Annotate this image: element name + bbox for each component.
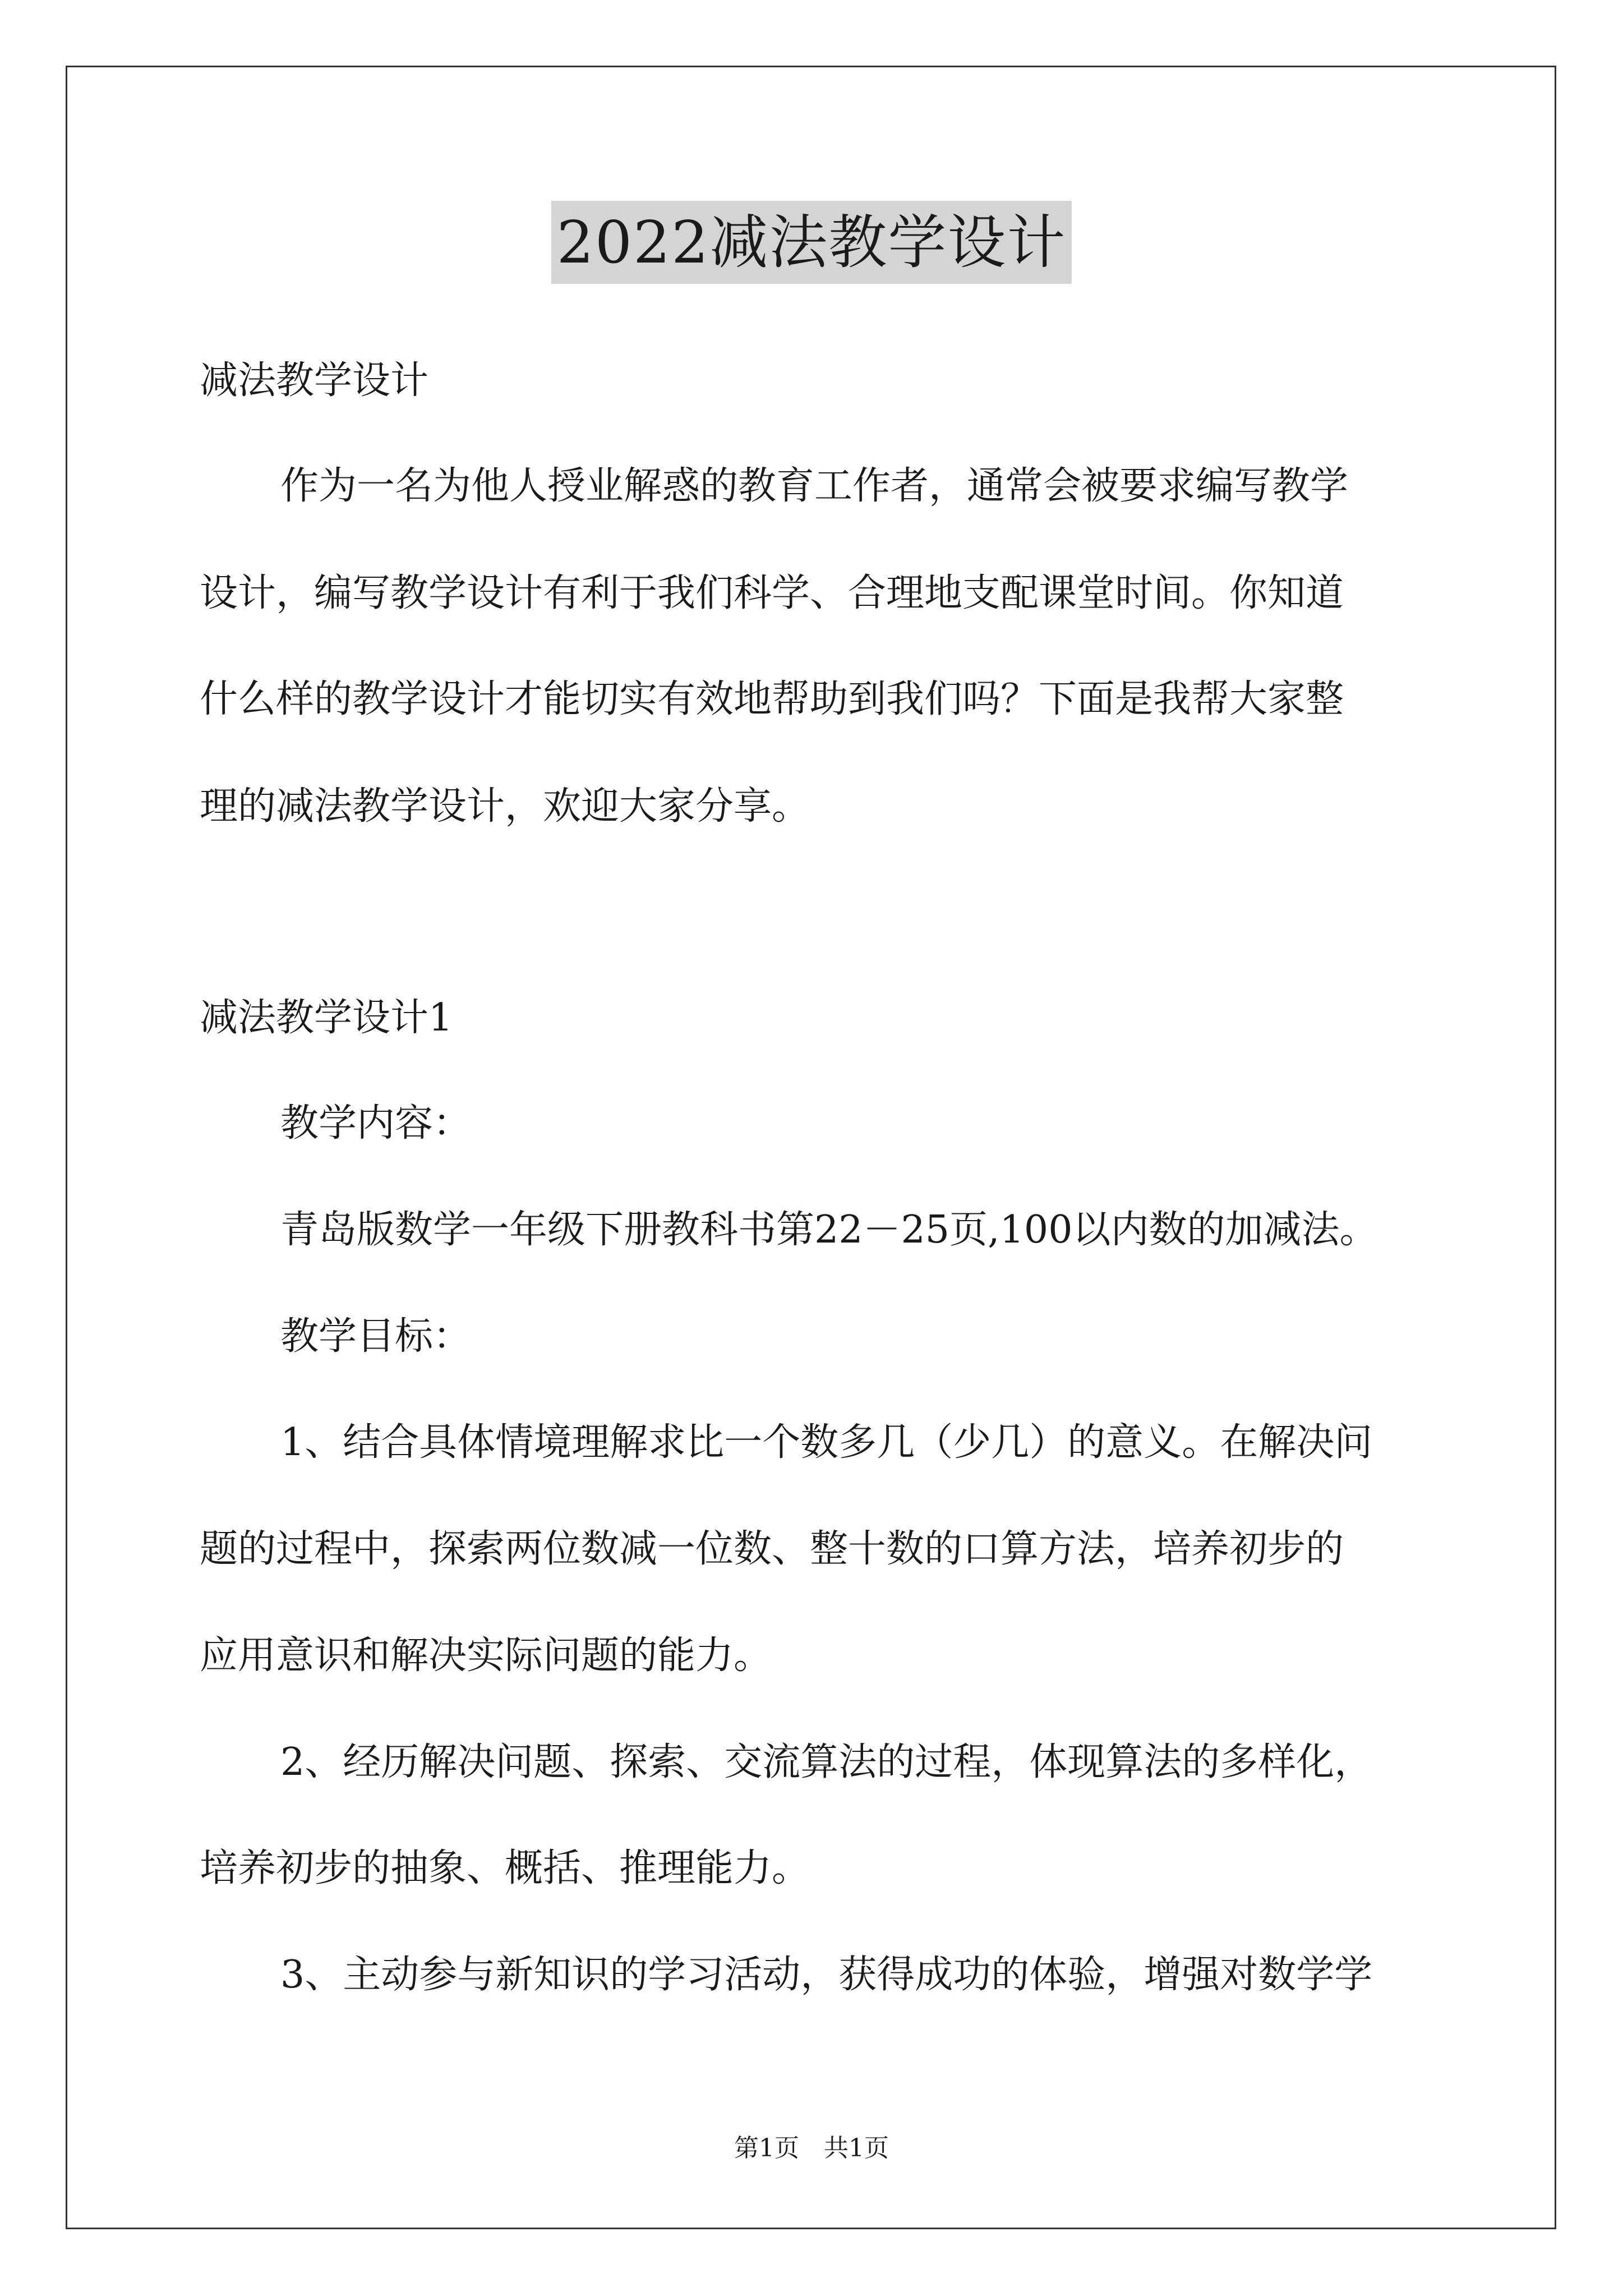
body-line: 设计，编写教学设计有利于我们科学、合理地支配课堂时间。你知道 [200,571,1344,615]
body-line: 什么样的教学设计才能切实有效地帮助到我们吗？下面是我帮大家整 [200,677,1344,721]
section-heading: 减法教学设计1 [200,996,453,1040]
body-line: 作为一名为他人授业解惑的教育工作者，通常会被要求编写教学 [280,464,1349,508]
page-footer: 第1页 共1页 [734,2134,889,2162]
body-line: 教学目标： [280,1314,472,1359]
section-heading: 减法教学设计 [200,358,429,403]
body-line: 2、经历解决问题、探索、交流算法的过程，体现算法的多样化， [280,1740,1373,1784]
body-line: 题的过程中，探索两位数减一位数、整十数的口算方法，培养初步的 [200,1527,1344,1571]
body-line: 教学内容： [280,1101,472,1145]
body-line: 1、结合具体情境理解求比一个数多几（少几）的意义。在解决问 [280,1420,1373,1465]
document-title: 2022减法教学设计 [551,201,1072,284]
body-line: 应用意识和解决实际问题的能力。 [200,1634,772,1678]
body-line: 培养初步的抽象、概括、推理能力。 [200,1846,810,1890]
title-container [0,201,1623,284]
body-line: 理的减法教学设计，欢迎大家分享。 [200,784,810,829]
body-line: 3、主动参与新知识的学习活动，获得成功的体验，增强对数学学 [280,1953,1373,1997]
body-line: 青岛版数学一年级下册教科书第22－25页,100以内数的加减法。 [280,1208,1378,1252]
